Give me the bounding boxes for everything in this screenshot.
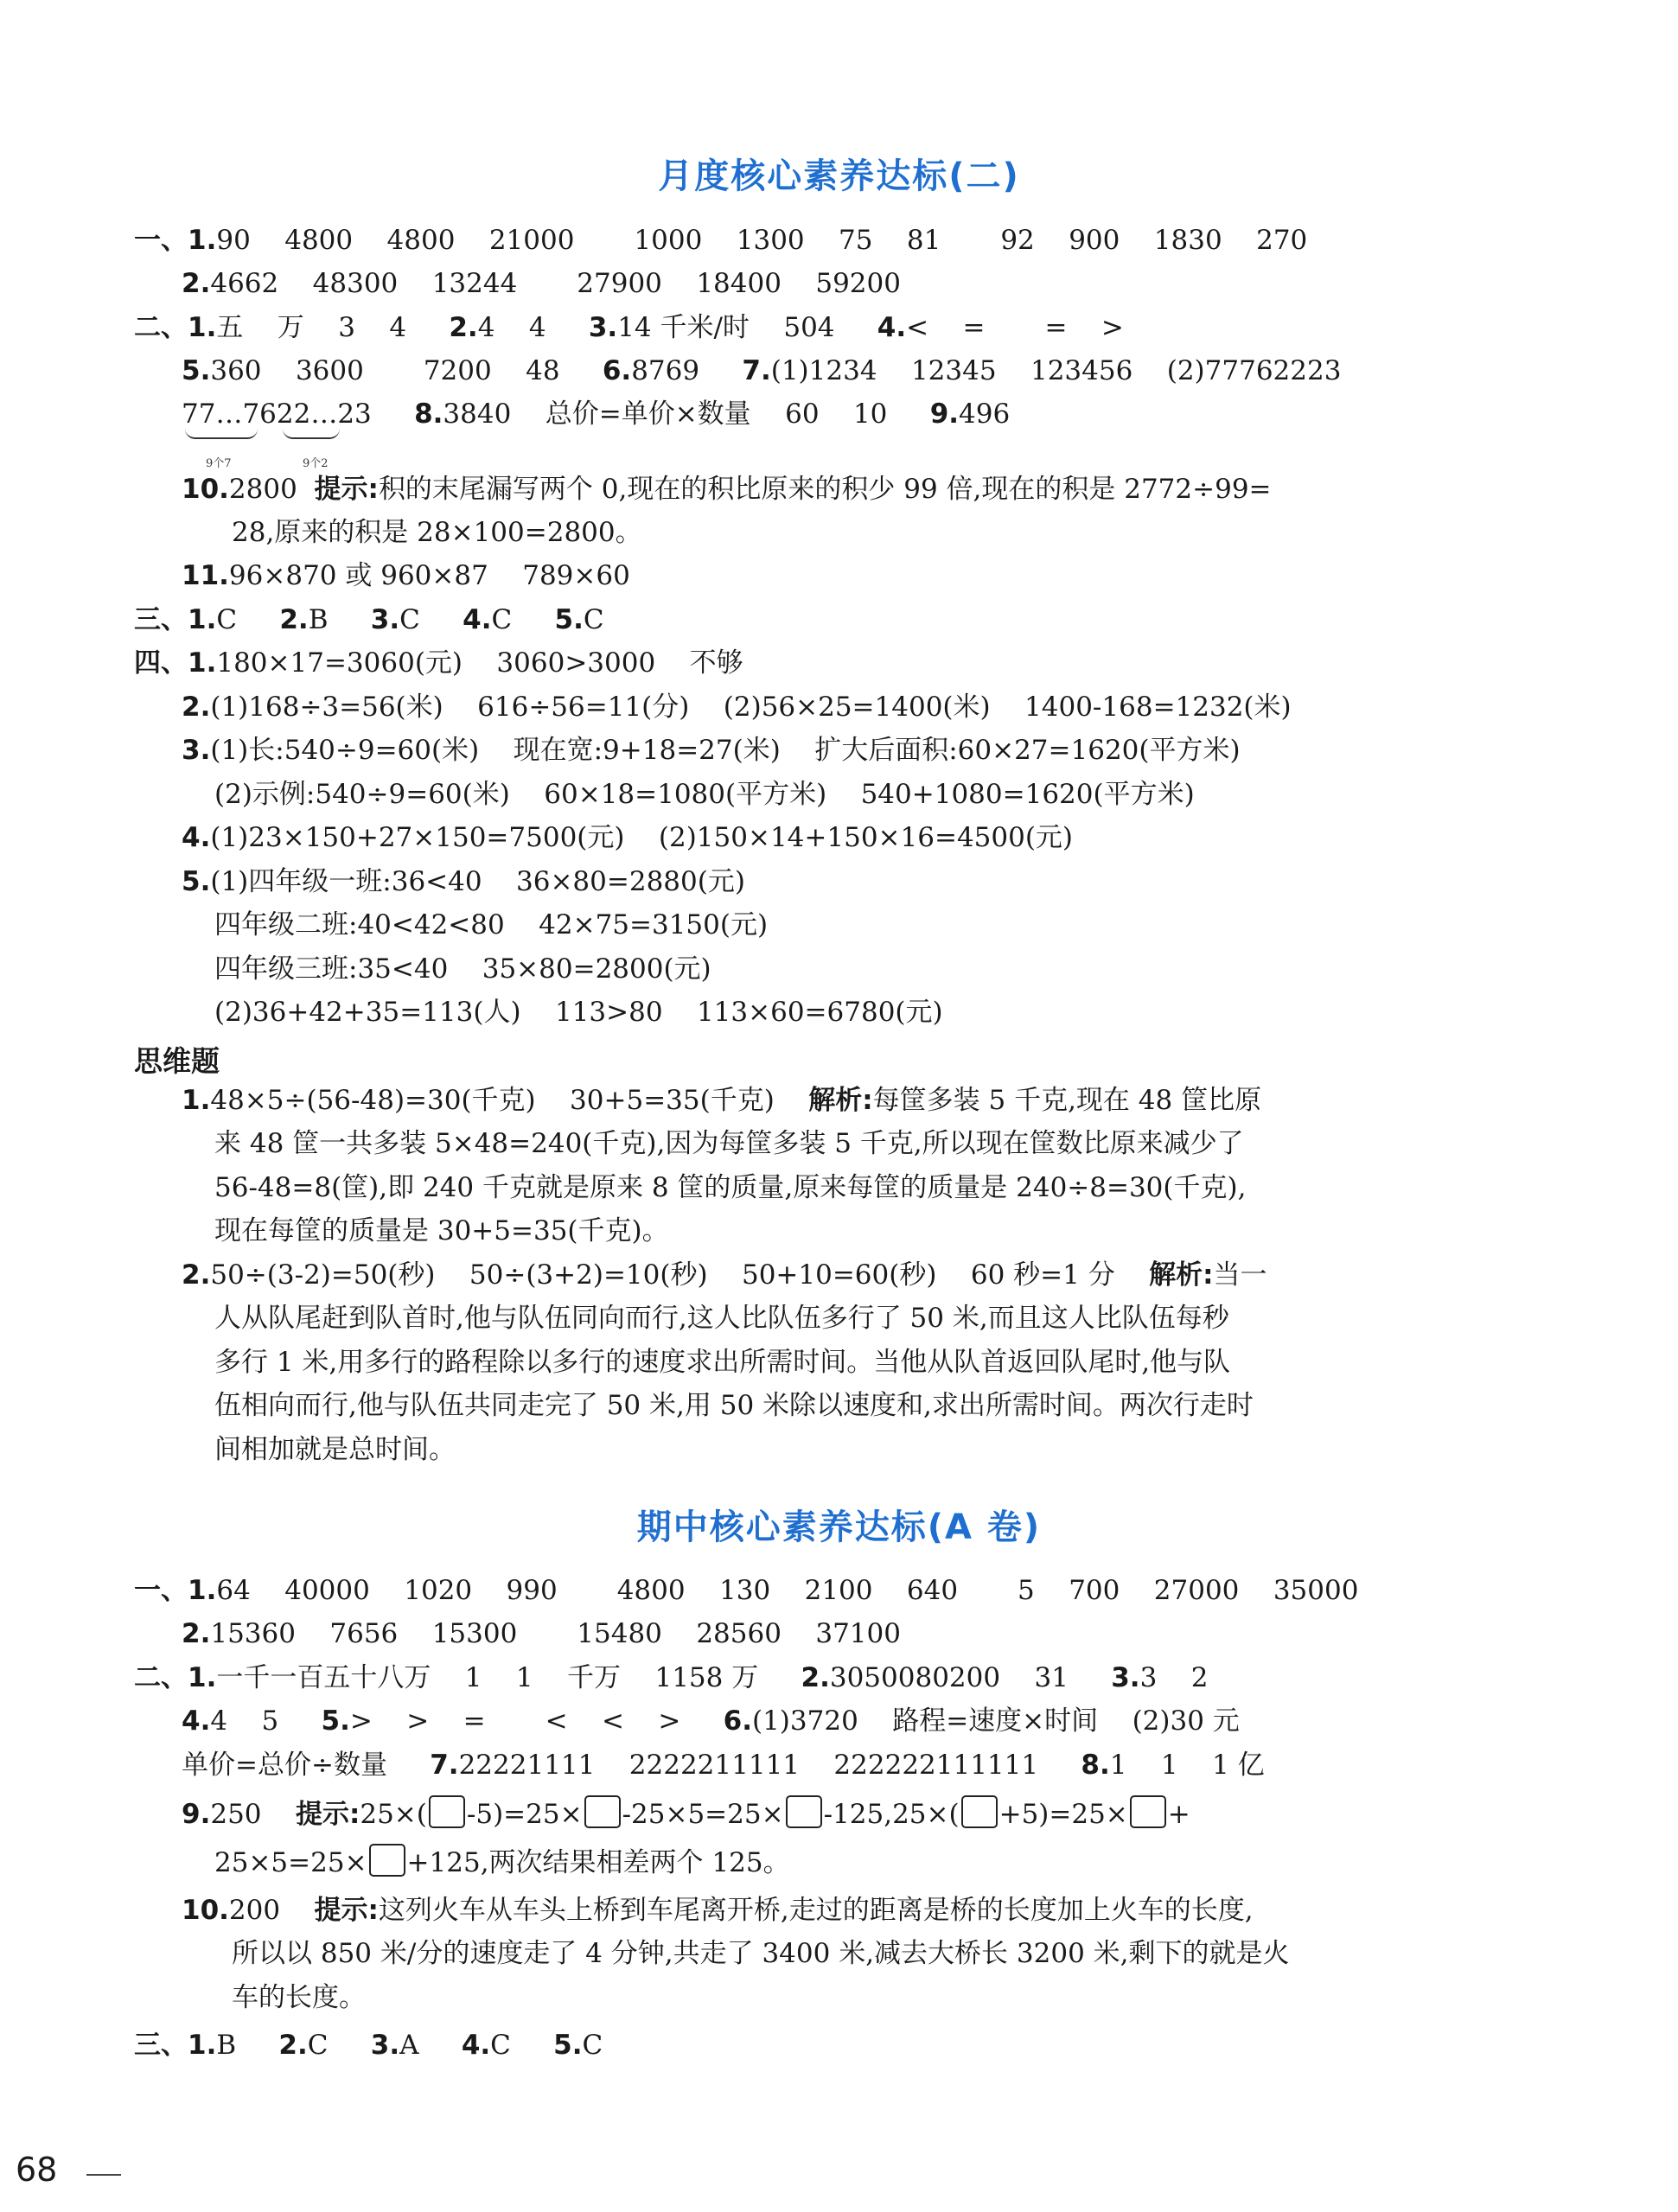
hint-label: 解析: — [1149, 1259, 1214, 1291]
answer-line — [182, 690, 1292, 724]
section-title-midterm: 期中核心素养达标(A 卷) — [636, 1508, 1042, 1547]
answer-text: C — [399, 604, 463, 635]
item-number: 5. — [321, 1705, 350, 1737]
item-number: 4. — [461, 2030, 491, 2061]
answer-text: 3840 总价=单价×数量 60 10 — [443, 398, 930, 430]
answer-text: 来 48 筐一共多装 5×48=240(千克),因为每筐多装 5 千克,所以现在筐数比原来减少了 — [214, 1128, 1244, 1159]
answer-line — [232, 1936, 1290, 1971]
item-number: 2. — [279, 604, 309, 635]
answer-text: < = = > — [906, 312, 1124, 343]
answer-line — [134, 602, 604, 637]
answer-text: 360 3600 7200 48 — [210, 355, 603, 386]
item-number: 3. — [1111, 1662, 1140, 1693]
item-number: 1. — [182, 1085, 211, 1116]
answer-text: 人从队尾赶到队首时,他与队伍同向而行,这人比队伍多行了 50 米,而且这人比队伍每秒 — [214, 1303, 1229, 1334]
item-number: 2. — [278, 2030, 308, 2061]
thinking-heading: 思维题 — [134, 1044, 220, 1078]
answer-text: (1)168÷3=56(米) 616÷56=11(分) (2)56×25=1400(米) 1400-168=1232(米) — [210, 692, 1292, 723]
answer-text: 15360 7656 15300 15480 28560 37100 — [210, 1618, 901, 1649]
answer-text: 14 千米/时 504 — [617, 312, 877, 343]
item-number: 5. — [554, 604, 584, 635]
answer-text: 496 — [959, 398, 1011, 430]
answer-text: B — [216, 2030, 279, 2061]
item-number: 三、1. — [134, 2030, 217, 2061]
item-number: 三、1. — [134, 604, 217, 635]
answer-line — [182, 397, 1010, 431]
item-number: 4. — [877, 312, 907, 343]
answer-line — [214, 1214, 669, 1248]
answer-text: (1)1234 12345 123456 (2)77762223 — [770, 355, 1342, 386]
answer-line — [134, 646, 743, 680]
underbrace — [283, 429, 340, 439]
blank-box — [1130, 1795, 1166, 1828]
answer-text: (1)长:540÷9=60(米) 现在宽:9+18=27(米) 扩大后面积:60×27=1620(平方米) — [210, 735, 1241, 766]
answer-line — [182, 1258, 1267, 1292]
answer-text: B — [308, 604, 371, 635]
answer-line — [214, 1170, 1246, 1205]
answer-text: A — [399, 2030, 462, 2061]
answer-text: 200 — [228, 1895, 315, 1926]
answer-text: C — [583, 604, 604, 635]
item-number: 3. — [370, 604, 400, 635]
answer-text: C — [307, 2030, 371, 2061]
answer-line — [214, 1301, 1229, 1335]
answer-line — [232, 1980, 366, 2015]
formula-text: 25×( — [360, 1799, 427, 1830]
answer-line — [214, 952, 711, 986]
blank-box — [584, 1795, 621, 1828]
page-number-rule — [86, 2174, 121, 2176]
answer-text: 180×17=3060(元) 3060>3000 不够 — [216, 647, 743, 679]
item-number: 4. — [463, 604, 492, 635]
answer-text: 1 1 1 亿 — [1109, 1750, 1265, 1781]
formula-text: -5)=25× — [466, 1799, 583, 1830]
answer-line — [182, 1748, 1265, 1782]
answer-line — [182, 1795, 1190, 1832]
item-number: 2. — [182, 268, 211, 299]
item-number: 10. — [182, 474, 229, 505]
item-number: 9. — [929, 398, 960, 430]
item-number: 9. — [182, 1799, 211, 1830]
answer-line — [134, 310, 1124, 345]
answer-text: 积的末尾漏写两个 0,现在的积比原来的积少 99 倍,现在的积是 2772÷99= — [378, 474, 1272, 505]
answer-line — [214, 1126, 1244, 1161]
answer-line — [214, 1345, 1230, 1380]
underbrace — [185, 429, 258, 439]
answer-text: 3050080200 31 — [829, 1662, 1112, 1693]
answer-text: 当一 — [1213, 1259, 1267, 1291]
answer-text: C — [491, 604, 555, 635]
item-number: 6. — [723, 1705, 752, 1737]
answer-text: 22221111 2222211111 222222111111 — [458, 1750, 1081, 1781]
answer-text: 56-48=8(筐),即 240 千克就是原来 8 筐的质量,原来每筐的质量是 240÷8=30(千克), — [214, 1172, 1247, 1203]
answer-line — [182, 864, 745, 899]
answer-text: C — [490, 2030, 554, 2061]
item-number: 四、1. — [134, 647, 217, 679]
answer-text: (2)示例:540÷9=60(米) 60×18=1080(平方米) 540+1080=1620(平方米) — [214, 779, 1195, 810]
answer-text: 五 万 3 4 — [216, 312, 450, 343]
formula-text: + — [1167, 1799, 1190, 1830]
blank-box — [429, 1795, 465, 1828]
item-number: 8. — [1081, 1750, 1110, 1781]
item-number: 一、1. — [134, 225, 217, 256]
answer-line — [134, 1661, 1208, 1695]
hint-label: 提示: — [314, 1895, 379, 1926]
page-number: 68 — [16, 2151, 58, 2189]
answer-text: (1)23×150+27×150=7500(元) (2)150×14+150×16=4500(元) — [210, 822, 1074, 853]
answer-text: 48×5÷(56-48)=30(千克) 30+5=35(千克) — [210, 1085, 809, 1116]
answer-text: 3 2 — [1139, 1662, 1209, 1693]
answer-line — [182, 1893, 1254, 1928]
answer-text: 96×870 或 960×87 789×60 — [228, 560, 630, 591]
answer-text: 250 — [210, 1799, 296, 1830]
answer-text: 四年级二班:40<42<80 42×75=3150(元) — [214, 909, 769, 940]
answer-text: C — [582, 2030, 603, 2061]
answer-line — [182, 733, 1241, 768]
answer-text: 2800 — [228, 474, 315, 505]
hint-label: 提示: — [314, 474, 379, 505]
item-number: 2. — [801, 1662, 830, 1693]
answer-line — [214, 1432, 456, 1467]
answer-line — [182, 1704, 1240, 1738]
formula-text: -25×5=25× — [622, 1799, 784, 1830]
item-number: 二、1. — [134, 312, 217, 343]
answer-text: 这列火车从车头上桥到车尾离开桥,走过的距离是桥的长度加上火车的长度, — [378, 1895, 1254, 1926]
answer-line — [214, 777, 1195, 812]
brace-note: 9个7 — [206, 457, 232, 470]
answer-line — [182, 472, 1272, 507]
answer-text: 车的长度。 — [232, 1982, 366, 2013]
answer-line — [232, 515, 642, 550]
section-title-monthly: 月度核心素养达标(二) — [658, 156, 1020, 196]
blank-box — [786, 1795, 822, 1828]
item-number: 7. — [430, 1750, 459, 1781]
answer-text: 现在每筐的质量是 30+5=35(千克)。 — [214, 1215, 669, 1246]
answer-line — [134, 1573, 1358, 1608]
answer-text: 四年级三班:35<40 35×80=2800(元) — [214, 953, 711, 985]
answer-text: 28,原来的积是 28×100=2800。 — [232, 517, 642, 548]
answer-text: (1)四年级一班:36<40 36×80=2880(元) — [210, 866, 745, 897]
answer-line — [182, 820, 1073, 855]
item-number: 2. — [182, 692, 211, 723]
answer-text: C — [216, 604, 280, 635]
item-number: 3. — [370, 2030, 400, 2061]
answer-line — [182, 1083, 1261, 1118]
answer-text: 50÷(3-2)=50(秒) 50÷(3+2)=10(秒) 50+10=60(秒) 60 秒=1 分 — [210, 1259, 1150, 1291]
answer-text: 单价=总价÷数量 — [182, 1750, 431, 1781]
item-number: 10. — [182, 1895, 229, 1926]
hint-label: 解析: — [808, 1085, 873, 1116]
answer-text: (2)36+42+35=113(人) 113>80 113×60=6780(元) — [214, 997, 943, 1028]
formula-text: 25×5=25× — [214, 1847, 367, 1878]
item-number: 7. — [742, 355, 771, 386]
item-number: 2. — [449, 312, 478, 343]
brace-note: 9个2 — [303, 457, 329, 470]
item-number: 6. — [602, 355, 632, 386]
answer-line — [182, 1616, 901, 1651]
answer-text: 90 4800 4800 21000 1000 1300 75 81 92 900 1830 270 — [216, 225, 1308, 256]
answer-line — [214, 908, 768, 942]
answer-text: 64 40000 1020 990 4800 130 2100 640 5 700 27000 35000 — [216, 1575, 1359, 1606]
answer-text: 77…7622…23 — [182, 398, 415, 430]
answer-line — [134, 223, 1307, 258]
item-number: 5. — [182, 355, 211, 386]
item-number: 4. — [182, 1705, 211, 1737]
hint-label: 提示: — [295, 1799, 360, 1830]
item-number: 2. — [182, 1618, 211, 1649]
item-number: 二、1. — [134, 1662, 217, 1693]
answer-line — [214, 995, 943, 1030]
answer-text: (1)3720 路程=速度×时间 (2)30 元 — [751, 1705, 1240, 1737]
item-number: 一、1. — [134, 1575, 217, 1606]
formula-text: -125,25×( — [823, 1799, 960, 1830]
item-number: 5. — [553, 2030, 583, 2061]
item-number: 3. — [588, 312, 618, 343]
answer-line — [214, 1388, 1254, 1423]
answer-line — [182, 266, 901, 301]
answer-text: 一千一百五十八万 1 1 千万 1158 万 — [216, 1662, 801, 1693]
item-number: 5. — [182, 866, 211, 897]
item-number: 4. — [182, 822, 211, 853]
item-number: 2. — [182, 1259, 211, 1291]
answer-text: 4 5 — [210, 1705, 322, 1737]
formula-text: +125,两次结果相差两个 125。 — [406, 1847, 790, 1878]
answer-text: 伍相向而行,他与队伍共同走完了 50 米,用 50 米除以速度和,求出所需时间。两次行走时 — [214, 1390, 1254, 1421]
blank-box — [961, 1795, 998, 1828]
answer-text: 多行 1 米,用多行的路程除以多行的速度求出所需时间。当他从队首返回队尾时,他与队 — [214, 1347, 1231, 1378]
answer-text: 每筐多装 5 千克,现在 48 筐比原 — [872, 1085, 1262, 1116]
answer-text: 4 4 — [477, 312, 589, 343]
blank-box — [369, 1844, 405, 1877]
answer-text: 间相加就是总时间。 — [214, 1434, 456, 1465]
answer-line — [214, 1844, 790, 1880]
answer-line — [182, 354, 1341, 388]
item-number: 11. — [182, 560, 229, 591]
item-number: 8. — [414, 398, 443, 430]
answer-text: 所以以 850 米/分的速度走了 4 分钟,共走了 3400 米,减去大桥长 3200 米,剩下的就是火 — [232, 1938, 1290, 1969]
item-number: 3. — [182, 735, 211, 766]
answer-text: 4662 48300 13244 27900 18400 59200 — [210, 268, 901, 299]
formula-text: +5)=25× — [999, 1799, 1128, 1830]
answer-line — [182, 558, 630, 593]
answer-text: 8769 — [631, 355, 743, 386]
answer-line — [134, 2028, 603, 2062]
answer-text: > > = < < > — [349, 1705, 724, 1737]
